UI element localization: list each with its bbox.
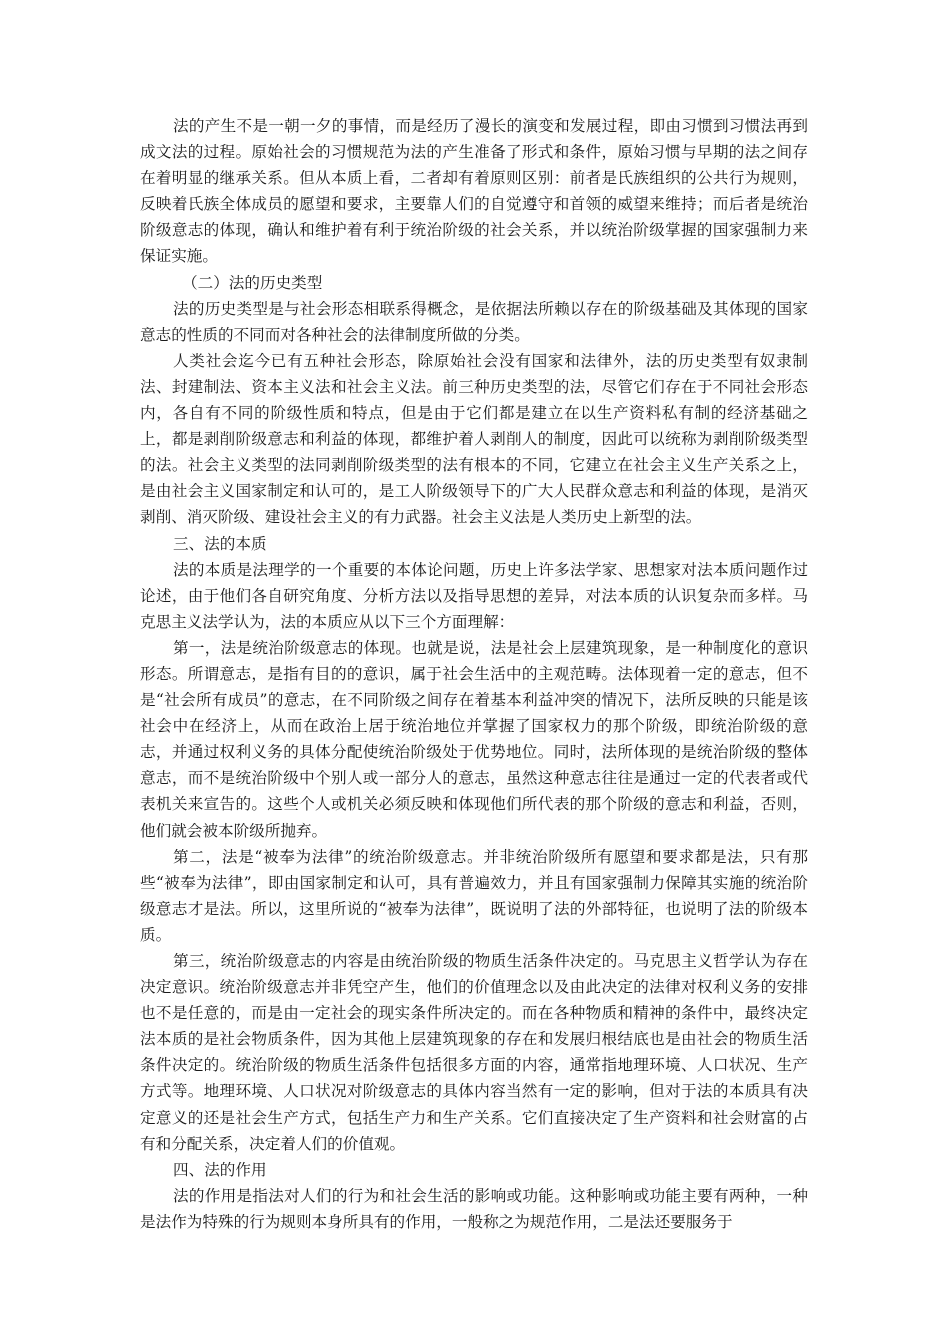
paragraph-essence-first: 第一，法是统治阶级意志的体现。也就是说，法是社会上层建筑现象，是一种制度化的意识形态。所谓意志，是指有目的的意识，属于社会生活中的主观范畴。法体现着一定的意志，但不是“社会所有成员”的意志，在不同阶级之间存在着基本利益冲突的情况下，法所反映的只能是该社会中在经济上，从而在政治上居于统治地位并掌握了国家权力的那个阶级，即统治阶级的意志，并通过权利义务的具体分配使统治阶级处于优势地位。同时，法所体现的是统治阶级的整体意志，而不是统治阶级中个别人或一部分人的意志，虽然这种意志往往是通过一定的代表者或代表机关来宣告的。这些个人或机关必须反映和体现他们所代表的那个阶级的意志和利益，否则，他们就会被本阶级所抛弃。	[140, 638, 808, 840]
heading-function-of-law: 四、法的作用	[173, 1160, 267, 1179]
subheading-historical-types: （二）法的历史类型	[182, 273, 323, 292]
paragraph-origin-of-law: 法的产生不是一朝一夕的事情，而是经历了漫长的演变和发展过程，即由习惯到习惯法再到成文法的过程。原始社会的习惯规范为法的产生准备了形式和条件，原始习惯与早期的法之间存在着明显的继承关系。但从本质上看，二者却有着原则区别：前者是氏族组织的公共行为规则，反映着氏族全体成员的愿望和要求，主要靠人们的自觉遵守和首领的威望来维持；而后者是统治阶级意志的体现，确认和维护着有利于统治阶级的社会关系，并以统治阶级掌握的国家强制力来保证实施。	[140, 117, 808, 266]
paragraph-essence-third: 第三，统治阶级意志的内容是由统治阶级的物质生活条件决定的。马克思主义哲学认为存在决定意识。统治阶级意志并非凭空产生，他们的价值理念以及由此决定的法律对权利义务的安排也不是任意的，而是由一定社会的现实条件所决定的。而在各种物质和精神的条件中，最终决定法本质的是社会物质条件，因为其他上层建筑现象的存在和发展归根结底也是由社会的物质生活条件决定的。统治阶级的物质生活条件包括很多方面的内容，通常指地理环境、人口状况、生产方式等。地理环境、人口状况对阶级意志的具体内容当然有一定的影响，但对于法的本质具有决定意义的还是社会生产方式，包括生产力和生产关系。它们直接决定了生产资料和社会财富的占有和分配关系，决定着人们的价值观。	[140, 952, 808, 1153]
paragraph-historical-types-definition: 法的历史类型是与社会形态相联系得概念，是依据法所赖以存在的阶级基础及其体现的国家意志的性质的不同而对各种社会的法律制度所做的分类。	[140, 299, 808, 344]
paragraph-five-social-forms: 人类社会迄今已有五种社会形态，除原始社会没有国家和法律外，法的历史类型有奴隶制法、封建制法、资本主义法和社会主义法。前三种历史类型的法，尽管它们存在于不同社会形态内，各自有不同的阶级性质和特点，但是由于它们都是建立在以生产资料私有制的经济基础之上，都是剥削阶级意志和利益的体现，都维护着人剥削人的制度，因此可以统称为剥削阶级类型的法。社会主义类型的法同剥削阶级类型的法有根本的不同，它建立在社会主义生产关系之上，是由社会主义国家制定和认可的，是工人阶级领导下的广大人民群众意志和利益的体现，是消灭剥削、消灭阶级、建设社会主义的有力武器。社会主义法是人类历史上新型的法。	[140, 351, 808, 527]
paragraph-essence-intro: 法的本质是法理学的一个重要的本体论问题，历史上许多法学家、思想家对法本质问题作过论述，由于他们各自研究角度、分析方法以及指导思想的差异，对法本质的认识复杂而多样。马克思主义法学认为，法的本质应从以下三个方面理解：	[140, 560, 808, 631]
heading-essence-of-law: 三、法的本质	[173, 534, 267, 553]
document-page	[140, 113, 808, 1235]
paragraph-essence-second: 第二，法是“被奉为法律”的统治阶级意志。并非统治阶级所有愿望和要求都是法，只有那些“被奉为法律”，即由国家制定和认可，具有普遍效力，并且有国家强制力保障其实施的统治阶级意志才是法。所以，这里所说的“被奉为法律”，既说明了法的外部特征，也说明了法的阶级本质。	[140, 847, 808, 944]
paragraph-function-intro: 法的作用是指法对人们的行为和社会生活的影响或功能。这种影响或功能主要有两种，一种是法作为特殊的行为规则本身所具有的作用，一般称之为规范作用，二是法还要服务于	[140, 1186, 808, 1231]
